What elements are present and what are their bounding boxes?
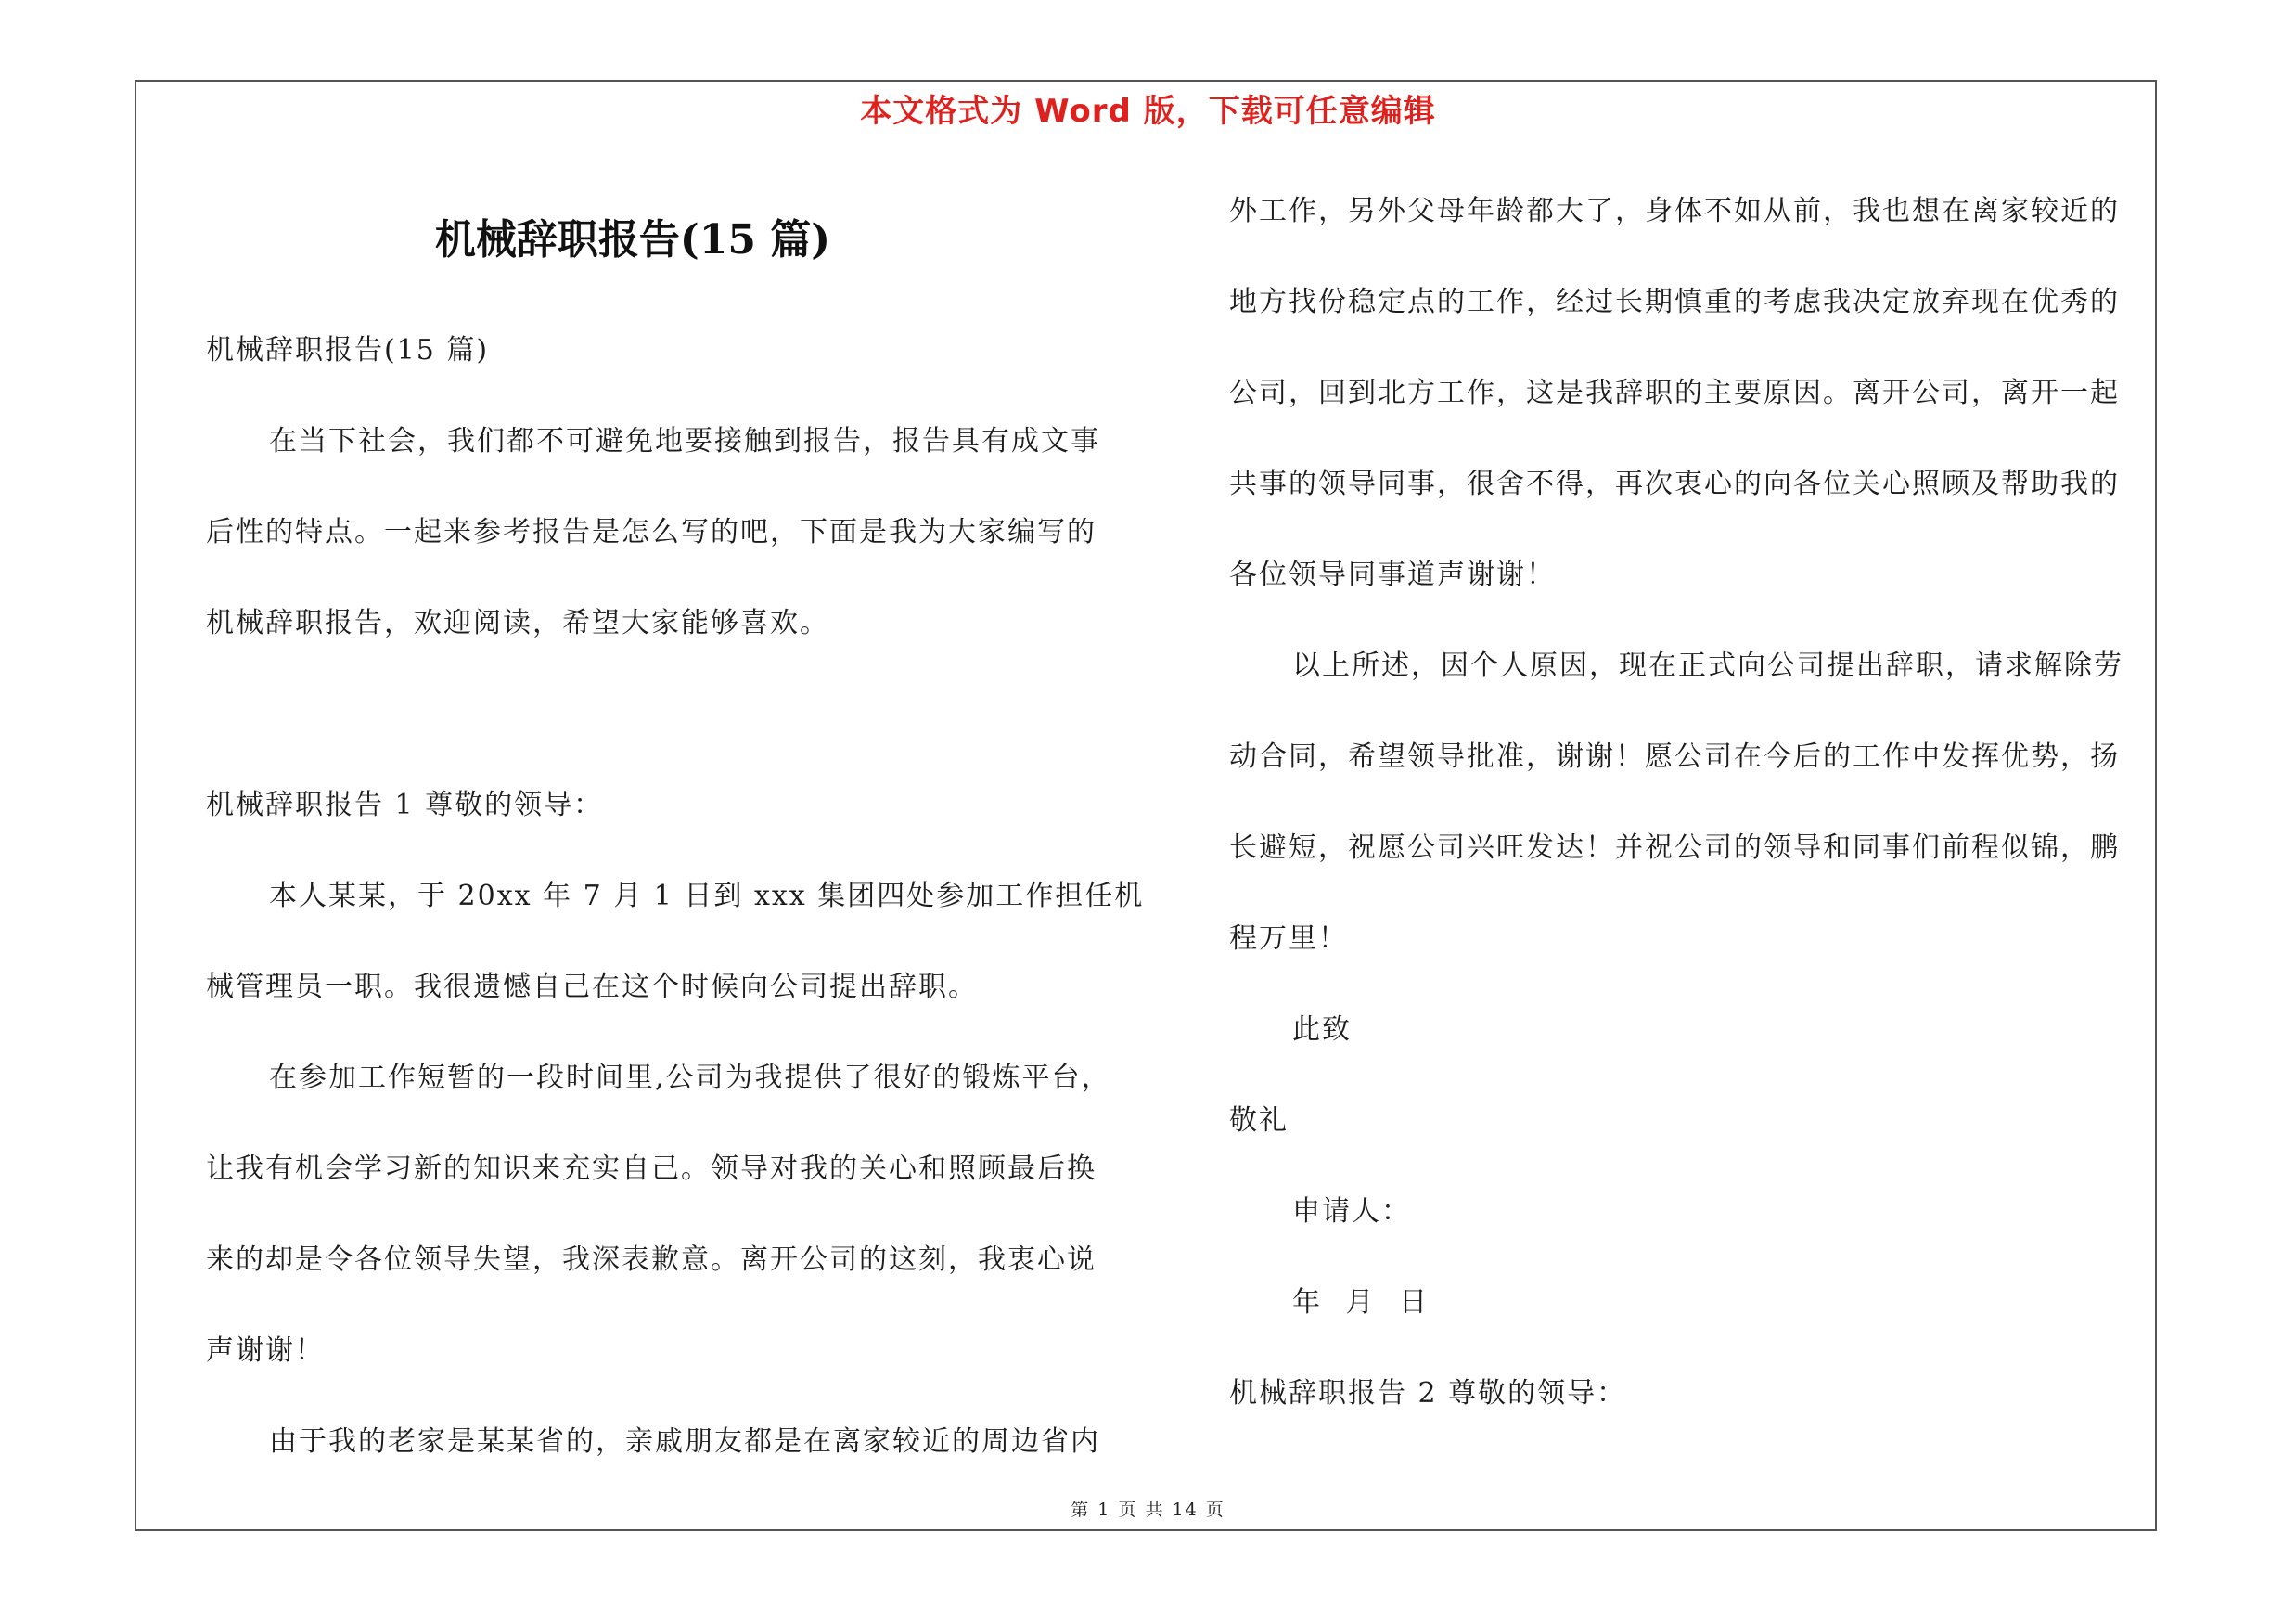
right-line-9: 程万里！ (1229, 922, 1348, 955)
left-line-1: 机械辞职报告(15 篇) (206, 334, 490, 367)
right-line-4: 共事的领导同事，很舍不得，再次衷心的向各位关心照顾及帮助我的 (1229, 468, 2120, 500)
left-line-5: 机械辞职报告 1 尊敬的领导： (206, 789, 604, 821)
right-line-5: 各位领导同事道声谢谢！ (1229, 559, 1556, 591)
left-line-10: 来的却是令各位领导失望，我深表歉意。离开公司的这刻，我衷心说 (206, 1243, 1097, 1276)
left-line-9: 让我有机会学习新的知识来充实自己。领导对我的关心和照顾最后换 (206, 1153, 1097, 1185)
right-line-2: 地方找份稳定点的工作，经过长期慎重的考虑我决定放弃现在优秀的 (1229, 286, 2120, 318)
left-line-11: 声谢谢！ (206, 1334, 325, 1367)
left-line-12: 由于我的老家是某某省的，亲戚朋友都是在离家较近的周边省内 (269, 1425, 1100, 1458)
document-title: 机械辞职报告(15 篇) (434, 216, 831, 264)
left-line-2: 在当下社会，我们都不可避免地要接触到报告，报告具有成文事 (269, 425, 1100, 457)
format-banner: 本文格式为 Word 版，下载可任意编辑 (860, 93, 1436, 130)
right-line-7: 动合同，希望领导批准，谢谢！愿公司在今后的工作中发挥优势，扬 (1229, 741, 2120, 773)
left-line-3: 后性的特点。一起来参考报告是怎么写的吧，下面是我为大家编写的 (206, 516, 1097, 548)
right-line-3: 公司，回到北方工作，这是我辞职的主要原因。离开公司，离开一起 (1229, 377, 2120, 409)
right-line-1: 外工作，另外父母年龄都大了，身体不如从前，我也想在离家较近的 (1229, 195, 2120, 227)
left-line-8: 在参加工作短暂的一段时间里,公司为我提供了很好的锻炼平台， (269, 1062, 1111, 1094)
page-footer: 第 1 页 共 14 页 (1071, 1500, 1225, 1520)
right-line-13: 年 月 日 (1292, 1286, 1430, 1319)
left-line-4: 机械辞职报告，欢迎阅读，希望大家能够喜欢。 (206, 607, 829, 639)
left-line-6: 本人某某，于 20xx 年 7 月 1 日到 xxx 集团四处参加工作担任机 (269, 880, 1145, 912)
right-line-14: 机械辞职报告 2 尊敬的领导： (1229, 1377, 1627, 1410)
right-line-12: 申请人： (1292, 1195, 1411, 1228)
right-line-10: 此致 (1292, 1013, 1352, 1046)
right-line-6: 以上所述，因个人原因，现在正式向公司提出辞职，请求解除劳 (1292, 650, 2123, 682)
right-line-11: 敬礼 (1229, 1104, 1289, 1137)
left-line-7: 械管理员一职。我很遗憾自己在这个时候向公司提出辞职。 (206, 971, 978, 1003)
right-line-8: 长避短，祝愿公司兴旺发达！并祝公司的领导和同事们前程似锦，鹏 (1229, 831, 2120, 864)
